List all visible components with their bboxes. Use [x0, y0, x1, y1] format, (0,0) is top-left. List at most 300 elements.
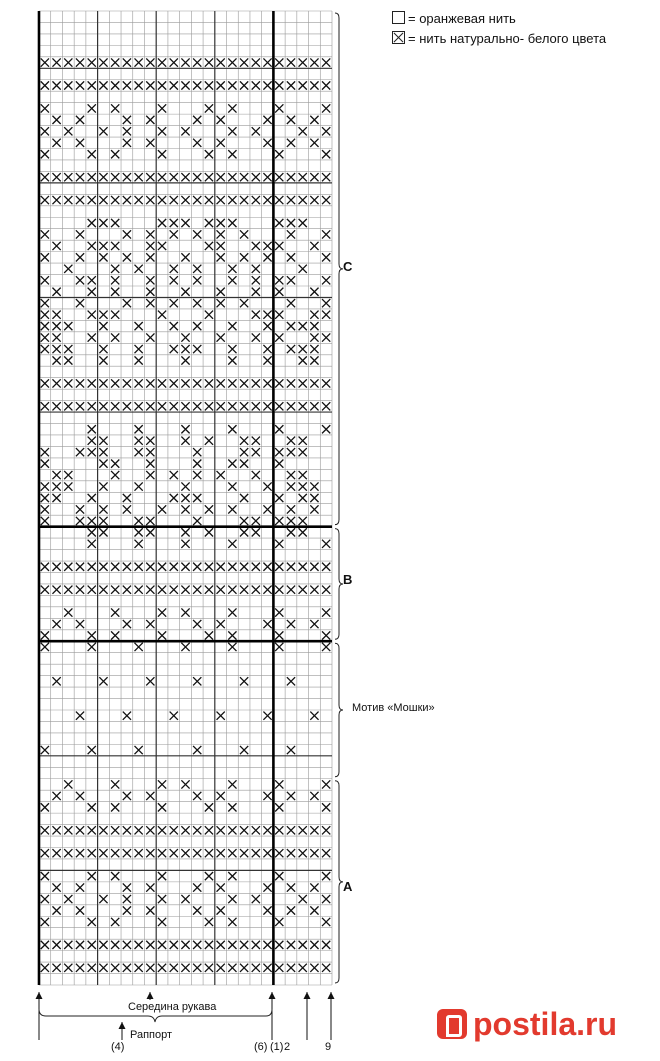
stitch-cross [134, 345, 142, 353]
stitch-cross [310, 792, 318, 800]
stitch-cross [240, 58, 248, 66]
stitch-cross [299, 196, 307, 204]
stitch-cross [111, 780, 119, 788]
stitch-cross [158, 964, 166, 972]
stitch-cross [228, 780, 236, 788]
stitch-cross [287, 196, 295, 204]
stitch-cross [310, 482, 318, 490]
stitch-cross [228, 563, 236, 571]
stitch-cross [299, 58, 307, 66]
stitch-cross [123, 941, 131, 949]
stitch-cross [88, 746, 96, 754]
stitch-cross [322, 127, 330, 135]
stitch-cross [275, 311, 283, 319]
stitch-cross [41, 196, 49, 204]
stitch-cross [217, 964, 225, 972]
stitch-cross [64, 608, 72, 616]
stitch-cross [88, 540, 96, 548]
stitch-cross [275, 58, 283, 66]
stitch-cross [310, 712, 318, 720]
stitch-cross [205, 528, 213, 536]
stitch-cross [158, 219, 166, 227]
stitch-cross [193, 620, 201, 628]
stitch-cross [181, 127, 189, 135]
stitch-cross [88, 219, 96, 227]
stitch-cross [170, 494, 178, 502]
stitch-cross [322, 918, 330, 926]
stitch-cross [76, 230, 84, 238]
stitch-cross [88, 311, 96, 319]
stitch-cross [287, 299, 295, 307]
stitch-cross [170, 276, 178, 284]
stitch-cross [88, 104, 96, 112]
stitch-cross [322, 104, 330, 112]
stitch-cross [299, 586, 307, 594]
stitch-cross [228, 459, 236, 467]
stitch-cross [111, 964, 119, 972]
stitch-cross [99, 528, 107, 536]
stitch-cross [217, 906, 225, 914]
stitch-cross [99, 459, 107, 467]
stitch-cross [134, 517, 142, 525]
stitch-cross [252, 242, 260, 250]
stitch-cross [123, 849, 131, 857]
stitch-cross [64, 402, 72, 410]
stitch-cross [263, 505, 271, 513]
stitch-cross [111, 803, 119, 811]
stitch-cross [275, 379, 283, 387]
stitch-cross [252, 127, 260, 135]
stitch-cross [205, 964, 213, 972]
stitch-cross [88, 150, 96, 158]
arrow-sleeve-middle-head [147, 992, 154, 999]
stitch-cross [217, 941, 225, 949]
stitch-cross [287, 379, 295, 387]
stitch-cross [134, 540, 142, 548]
stitch-cross [134, 437, 142, 445]
stitch-cross [158, 895, 166, 903]
stitch-cross [275, 402, 283, 410]
stitch-cross [123, 883, 131, 891]
stitch-cross [134, 265, 142, 273]
stitch-cross [111, 608, 119, 616]
stitch-cross [88, 276, 96, 284]
section-b-label: B [343, 572, 353, 587]
stitch-cross [322, 299, 330, 307]
stitch-cross [181, 345, 189, 353]
stitch-cross [88, 425, 96, 433]
stitch-cross [299, 322, 307, 330]
stitch-cross [41, 918, 49, 926]
stitch-cross [252, 563, 260, 571]
stitch-cross [64, 356, 72, 364]
stitch-cross [322, 826, 330, 834]
stitch-cross [41, 402, 49, 410]
stitch-cross [52, 173, 60, 181]
stitch-cross [287, 906, 295, 914]
stitch-cross [64, 895, 72, 903]
stitch-cross [41, 299, 49, 307]
stitch-cross [240, 677, 248, 685]
stitch-cross [123, 81, 131, 89]
stitch-cross [205, 803, 213, 811]
stitch-cross [158, 379, 166, 387]
number-4: (4) [111, 1041, 125, 1053]
stitch-cross [275, 150, 283, 158]
stitch-cross [252, 448, 260, 456]
stitch-cross [111, 288, 119, 296]
stitch-cross [123, 379, 131, 387]
stitch-cross [228, 356, 236, 364]
stitch-cross [205, 242, 213, 250]
stitch-cross [228, 872, 236, 880]
stitch-cross [287, 173, 295, 181]
stitch-cross [205, 631, 213, 639]
stitch-cross [146, 906, 154, 914]
stitch-cross [41, 311, 49, 319]
stitch-cross [322, 173, 330, 181]
stitch-cross [52, 826, 60, 834]
stitch-cross [158, 563, 166, 571]
stitch-cross [52, 906, 60, 914]
stitch-cross [310, 333, 318, 341]
stitch-cross [41, 872, 49, 880]
stitch-cross [64, 81, 72, 89]
stitch-cross [146, 964, 154, 972]
stitch-cross [275, 81, 283, 89]
stitch-cross [134, 826, 142, 834]
stitch-cross [111, 459, 119, 467]
stitch-cross [217, 563, 225, 571]
marker-4-head [119, 1022, 126, 1029]
stitch-cross [205, 872, 213, 880]
stitch-cross [158, 58, 166, 66]
stitch-cross [181, 895, 189, 903]
stitch-cross [263, 379, 271, 387]
stitch-cross [287, 528, 295, 536]
stitch-cross [228, 196, 236, 204]
stitch-cross [287, 322, 295, 330]
stitch-cross [181, 608, 189, 616]
stitch-cross [240, 437, 248, 445]
stitch-cross [287, 276, 295, 284]
stitch-cross [181, 288, 189, 296]
stitch-cross [217, 883, 225, 891]
stitch-cross [205, 505, 213, 513]
stitch-cross [134, 425, 142, 433]
stitch-cross [205, 849, 213, 857]
stitch-cross [158, 173, 166, 181]
stitch-cross [41, 345, 49, 353]
stitch-cross [217, 230, 225, 238]
stitch-cross [99, 505, 107, 513]
stitch-cross [228, 540, 236, 548]
stitch-cross [41, 505, 49, 513]
stitch-cross [252, 196, 260, 204]
stitch-cross [193, 471, 201, 479]
stitch-cross [240, 299, 248, 307]
stitch-cross [99, 345, 107, 353]
stitch-cross [240, 941, 248, 949]
stitch-cross [275, 941, 283, 949]
stitch-cross [252, 311, 260, 319]
stitch-cross [263, 253, 271, 261]
stitch-cross [287, 883, 295, 891]
stitch-cross [299, 849, 307, 857]
stitch-cross [287, 402, 295, 410]
stitch-cross [217, 139, 225, 147]
stitch-cross [228, 173, 236, 181]
stitch-cross [134, 941, 142, 949]
stitch-cross [322, 81, 330, 89]
stitch-cross [111, 918, 119, 926]
stitch-cross [228, 322, 236, 330]
stitch-cross [322, 849, 330, 857]
stitch-cross [76, 276, 84, 284]
stitch-cross [146, 677, 154, 685]
stitch-cross [181, 356, 189, 364]
stitch-cross [193, 459, 201, 467]
stitch-cross [158, 608, 166, 616]
stitch-cross [193, 230, 201, 238]
stitch-cross [263, 173, 271, 181]
stitch-cross [228, 608, 236, 616]
stitch-cross [228, 379, 236, 387]
stitch-cross [41, 104, 49, 112]
stitch-cross [240, 173, 248, 181]
stitch-cross [111, 586, 119, 594]
stitch-cross [193, 173, 201, 181]
stitch-cross [275, 333, 283, 341]
stitch-cross [111, 631, 119, 639]
stitch-cross [287, 620, 295, 628]
stitch-cross [88, 58, 96, 66]
stitch-cross [275, 425, 283, 433]
stitch-cross [240, 517, 248, 525]
stitch-cross [181, 81, 189, 89]
stitch-cross [275, 780, 283, 788]
stitch-cross [310, 586, 318, 594]
stitch-cross [64, 173, 72, 181]
watermark-text: postila.ru [473, 1006, 618, 1042]
stitch-cross [134, 196, 142, 204]
stitch-cross [76, 379, 84, 387]
stitch-cross [217, 402, 225, 410]
stitch-cross [123, 895, 131, 903]
stitch-cross [310, 494, 318, 502]
stitch-cross [275, 276, 283, 284]
stitch-cross [52, 58, 60, 66]
stitch-cross [217, 826, 225, 834]
stitch-cross [263, 620, 271, 628]
stitch-cross [287, 792, 295, 800]
stitch-cross [217, 116, 225, 124]
stitch-cross [158, 505, 166, 513]
stitch-cross [287, 964, 295, 972]
stitch-cross [123, 230, 131, 238]
stitch-cross [193, 322, 201, 330]
stitch-cross [217, 471, 225, 479]
stitch-cross [193, 116, 201, 124]
stitch-cross [310, 356, 318, 364]
stitch-cross [146, 242, 154, 250]
stitch-cross [88, 437, 96, 445]
stitch-cross [134, 58, 142, 66]
stitch-cross [146, 333, 154, 341]
sleeve-middle-label: Середина рукава [128, 1001, 217, 1013]
stitch-cross [170, 81, 178, 89]
stitch-cross [134, 643, 142, 651]
stitch-cross [287, 849, 295, 857]
stitch-cross [111, 826, 119, 834]
stitch-cross [170, 345, 178, 353]
stitch-cross [88, 941, 96, 949]
stitch-cross [263, 81, 271, 89]
stitch-cross [263, 826, 271, 834]
stitch-cross [88, 826, 96, 834]
stitch-cross [111, 563, 119, 571]
stitch-cross [322, 872, 330, 880]
stitch-cross [111, 276, 119, 284]
stitch-cross [299, 964, 307, 972]
stitch-cross [228, 482, 236, 490]
stitch-cross [134, 482, 142, 490]
stitch-cross [263, 311, 271, 319]
stitch-cross [181, 425, 189, 433]
stitch-cross [123, 58, 131, 66]
stitch-cross [99, 127, 107, 135]
stitch-cross [123, 964, 131, 972]
stitch-cross [76, 586, 84, 594]
stitch-cross [52, 196, 60, 204]
stitch-cross [252, 173, 260, 181]
stitch-cross [123, 127, 131, 135]
stitch-cross [287, 345, 295, 353]
stitch-cross [310, 139, 318, 147]
stitch-cross [322, 253, 330, 261]
stitch-cross [205, 219, 213, 227]
stitch-cross [88, 333, 96, 341]
stitch-cross [99, 677, 107, 685]
stitch-cross [205, 104, 213, 112]
stitch-cross [275, 540, 283, 548]
stitch-cross [111, 81, 119, 89]
stitch-cross [111, 196, 119, 204]
stitch-cross [228, 803, 236, 811]
stitch-cross [217, 219, 225, 227]
stitch-cross [228, 964, 236, 972]
stitch-cross [275, 849, 283, 857]
stitch-cross [88, 448, 96, 456]
stitch-cross [275, 826, 283, 834]
stitch-cross [263, 964, 271, 972]
stitch-cross [52, 139, 60, 147]
stitch-cross [181, 494, 189, 502]
stitch-cross [240, 494, 248, 502]
stitch-cross [52, 964, 60, 972]
stitch-cross [64, 482, 72, 490]
stitch-cross [193, 964, 201, 972]
stitch-cross [310, 58, 318, 66]
stitch-cross [88, 918, 96, 926]
stitch-cross [181, 482, 189, 490]
stitch-cross [193, 299, 201, 307]
stitch-cross [170, 712, 178, 720]
stitch-cross [146, 563, 154, 571]
stitch-cross [252, 471, 260, 479]
stitch-cross [322, 311, 330, 319]
stitch-cross [99, 242, 107, 250]
stitch-cross [217, 242, 225, 250]
stitch-cross [310, 322, 318, 330]
stitch-cross [193, 746, 201, 754]
stitch-cross [181, 780, 189, 788]
stitch-cross [146, 173, 154, 181]
stitch-cross [99, 379, 107, 387]
stitch-cross [146, 620, 154, 628]
stitch-cross [158, 918, 166, 926]
stitch-cross [205, 586, 213, 594]
stitch-cross [41, 150, 49, 158]
stitch-cross [64, 941, 72, 949]
stitch-cross [158, 826, 166, 834]
stitch-cross [88, 242, 96, 250]
stitch-cross [41, 173, 49, 181]
stitch-cross [228, 941, 236, 949]
stitch-cross [123, 402, 131, 410]
stitch-cross [76, 173, 84, 181]
stitch-cross [181, 379, 189, 387]
stitch-cross [240, 459, 248, 467]
stitch-cross [52, 494, 60, 502]
legend-white [392, 31, 606, 47]
stitch-cross [252, 941, 260, 949]
section-a-label: A [343, 879, 353, 894]
stitch-cross [299, 482, 307, 490]
stitch-cross [310, 116, 318, 124]
stitch-cross [228, 505, 236, 513]
stitch-cross [228, 345, 236, 353]
stitch-cross [123, 712, 131, 720]
stitch-cross [88, 81, 96, 89]
stitch-cross [217, 173, 225, 181]
stitch-cross [88, 803, 96, 811]
stitch-cross [252, 895, 260, 903]
legend-orange [392, 11, 516, 27]
stitch-cross [88, 402, 96, 410]
stitch-cross [228, 150, 236, 158]
stitch-cross [310, 941, 318, 949]
stitch-cross [146, 586, 154, 594]
stitch-cross [52, 941, 60, 949]
stitch-cross [88, 196, 96, 204]
stitch-cross [64, 322, 72, 330]
stitch-cross [263, 941, 271, 949]
stitch-cross [170, 563, 178, 571]
stitch-cross [158, 81, 166, 89]
stitch-cross [263, 792, 271, 800]
stitch-cross [41, 276, 49, 284]
stitch-cross [287, 677, 295, 685]
stitch-cross [275, 563, 283, 571]
stitch-cross [240, 196, 248, 204]
stitch-cross [76, 299, 84, 307]
stitch-cross [146, 58, 154, 66]
stitch-cross [228, 895, 236, 903]
stitch-cross [158, 242, 166, 250]
stitch-cross [181, 253, 189, 261]
stitch-cross [52, 482, 60, 490]
